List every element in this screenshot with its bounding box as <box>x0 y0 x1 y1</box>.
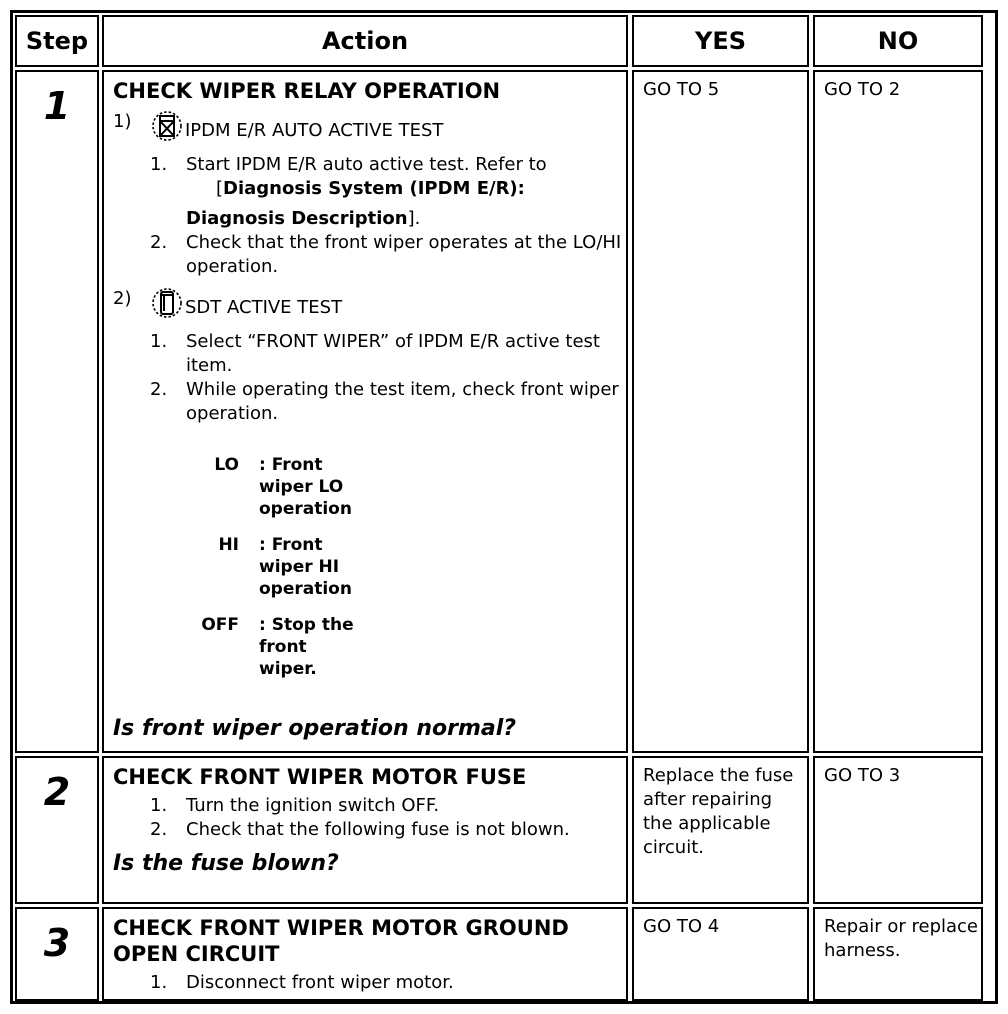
no-cell[interactable]: Repair or replace harness. <box>813 907 983 1001</box>
step-title: CHECK FRONT WIPER MOTOR GROUND OPEN CIRCUIT <box>113 916 569 966</box>
list-item <box>113 794 626 818</box>
action-cell <box>102 907 628 1001</box>
list-text: Check that the following fuse is not blown. <box>186 819 570 840</box>
instruction-list <box>113 153 626 279</box>
no-cell[interactable]: GO TO 2 <box>813 70 983 753</box>
reference-link[interactable] <box>186 177 626 201</box>
ref-title: Diagnosis System (IPDM E/R): <box>223 178 525 199</box>
spec-row <box>113 534 626 600</box>
step-title: CHECK WIPER RELAY OPERATION <box>113 79 501 103</box>
header-yes: YES <box>632 15 809 67</box>
spec-row <box>113 614 626 680</box>
list-text: While operating the test item, check front wiper operation. <box>186 379 619 424</box>
list-text: Turn the ignition switch OFF. <box>186 795 440 816</box>
yes-cell[interactable]: GO TO 5 <box>632 70 809 753</box>
spec-key: HI <box>218 535 239 555</box>
list-item <box>113 231 626 279</box>
header-action: Action <box>102 15 628 67</box>
diagnosis-table <box>10 10 998 1004</box>
spec-key: LO <box>214 455 239 475</box>
step-number: 2 <box>15 756 99 904</box>
instruction-list <box>113 794 626 842</box>
ref-bracket-close: ]. <box>407 208 421 229</box>
step-number: 1 <box>15 70 99 753</box>
list-text: Check that the front wiper operates at the LO/HI operation. <box>186 232 622 277</box>
list-item <box>113 153 626 231</box>
instruction-list <box>113 971 626 995</box>
substep <box>113 287 626 326</box>
yes-cell[interactable]: GO TO 4 <box>632 907 809 1001</box>
list-text: Disconnect front wiper motor. <box>186 972 454 993</box>
action-cell <box>102 756 628 904</box>
list-text: Select “FRONT WIPER” of IPDM E/R active test item. <box>186 331 600 376</box>
list-number: 1. <box>150 972 168 993</box>
spec-value: : Front wiper LO operation <box>259 455 352 519</box>
step-question: Is the fuse blown? <box>113 851 339 876</box>
list-item <box>113 330 626 378</box>
list-number: 2. <box>150 379 168 400</box>
no-cell[interactable]: GO TO 3 <box>813 756 983 904</box>
header-step: Step <box>15 15 99 67</box>
yes-cell[interactable]: Replace the fuse after repairing the applicable circuit. <box>632 756 809 904</box>
consult-icon <box>151 110 183 149</box>
substep-label: IPDM E/R AUTO ACTIVE TEST <box>185 120 444 141</box>
list-number: 1. <box>150 331 168 352</box>
ref-title-2: Diagnosis Description <box>186 208 408 229</box>
substep-label: SDT ACTIVE TEST <box>185 297 343 318</box>
ref-bracket: [ <box>216 178 224 199</box>
substep-number: 1) <box>113 111 132 132</box>
substep <box>113 110 626 149</box>
step-number: 3 <box>15 907 99 1001</box>
header-no: NO <box>813 15 983 67</box>
step-title: CHECK FRONT WIPER MOTOR FUSE <box>113 765 527 789</box>
list-item <box>113 818 626 842</box>
sdt-icon <box>151 287 183 326</box>
step-question: Is front wiper operation normal? <box>113 716 517 741</box>
spec-row <box>113 454 626 520</box>
list-number: 1. <box>150 795 168 816</box>
list-item <box>113 971 626 995</box>
reference-link-cont[interactable] <box>186 207 626 231</box>
spec-value: : Stop the front wiper. <box>259 615 354 679</box>
list-item <box>113 378 626 426</box>
list-number: 2. <box>150 819 168 840</box>
instruction-list <box>113 330 626 426</box>
list-text: Start IPDM E/R auto active test. Refer to <box>186 154 547 175</box>
spec-key: OFF <box>201 615 239 635</box>
action-cell <box>102 70 628 753</box>
list-number: 2. <box>150 232 168 253</box>
list-number: 1. <box>150 154 168 175</box>
substep-number: 2) <box>113 288 132 309</box>
spec-value: : Front wiper HI operation <box>259 535 352 599</box>
